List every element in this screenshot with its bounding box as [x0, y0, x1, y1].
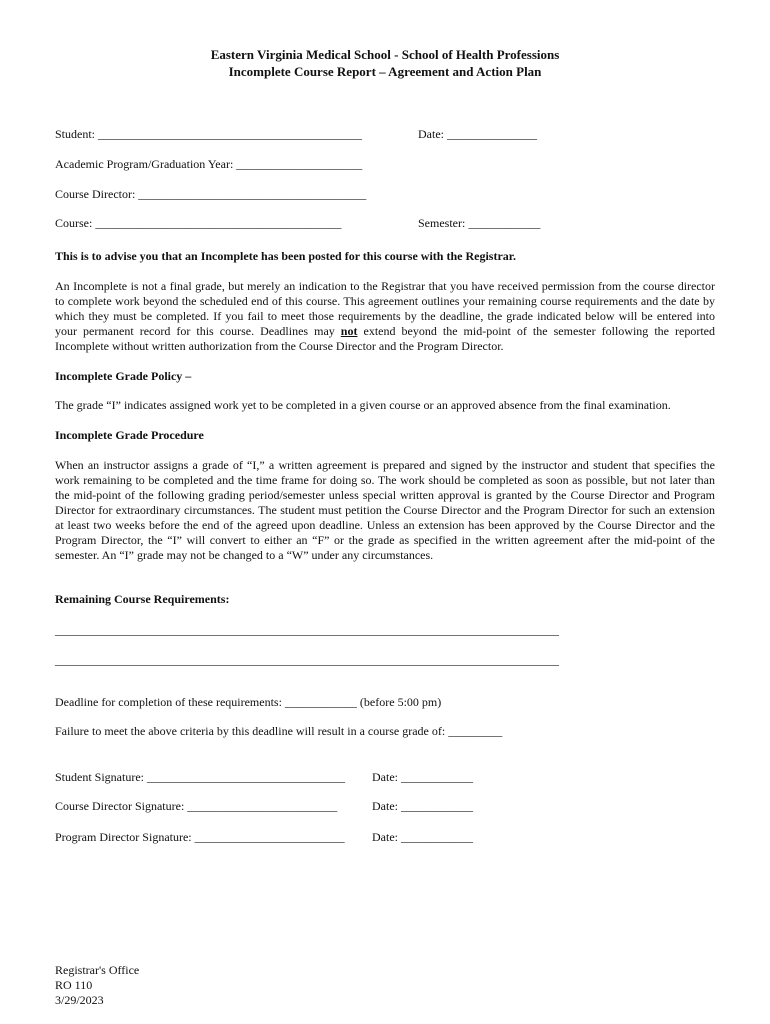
course-director-signature-field[interactable]: Course Director Signature: _________________________: [55, 799, 338, 813]
registrar-notice: This is to advise you that an Incomplete has been posted for this course with the Registrar.: [55, 249, 517, 263]
date-field[interactable]: Date: _______________: [418, 127, 537, 141]
semester-field[interactable]: Semester: ____________: [418, 216, 541, 230]
student-field[interactable]: Student: ____________________________________________: [55, 127, 363, 141]
document-subtitle: Incomplete Course Report – Agreement and Action Plan: [228, 64, 542, 79]
policy-heading: Incomplete Grade Policy –: [55, 369, 192, 383]
course-director-field[interactable]: Course Director: ______________________________________: [55, 187, 367, 201]
program-director-signature-field[interactable]: Program Director Signature: _________________________: [55, 830, 345, 844]
intro-text-1: An Incomplete is not a final grade, but merely an indication to the Registrar that you have received permission from the course director to complete work beyond the scheduled end of this course. This agreement outlines your remaining course requirements and the date by which they must be completed. If you fail to meet those requirements by the deadline, the grade indicated below will be entered into your permanent record for this course. Deadlines may: [55, 279, 715, 338]
program-director-signature-date[interactable]: Date: ____________: [372, 830, 473, 844]
procedure-heading: Incomplete Grade Procedure: [55, 428, 204, 442]
procedure-paragraph: When an instructor assigns a grade of “I,” a written agreement is prepared and signed by the instructor and student that specifies the work remaining to be completed and the time frame for doing so. The work should be completed as soon as possible, but not later than the mid-point of the following grading period/semester unless special written approval is granted by the Course Director and Program Director for extraordinary circumstances. The student must petition the Course Director and the Program Director for such an extension at least two weeks before the end of the agreed upon deadline. Unless an extension has been approved by the Course Director and the Program Director, the “I” will convert to either an “F” or the grade as specified in the written agreement after the mid-point of the semester. An “I” grade may not be changed to a “W” under any circumstances.: [55, 458, 715, 562]
requirements-line-2[interactable]: ____________________________________________________________________________________: [55, 653, 559, 667]
intro-paragraph: [55, 279, 715, 354]
student-signature-date[interactable]: Date: ____________: [372, 770, 473, 784]
academic-program-field[interactable]: Academic Program/Graduation Year: _____________________: [55, 157, 363, 171]
course-field[interactable]: Course: _________________________________________: [55, 216, 342, 230]
course-director-signature-date[interactable]: Date: ____________: [372, 799, 473, 813]
deadline-field[interactable]: Deadline for completion of these requirements: ____________ (before 5:00 pm): [55, 695, 442, 709]
footer: [55, 963, 139, 1008]
requirements-line-1[interactable]: ____________________________________________________________________________________: [55, 623, 559, 637]
failure-grade-field[interactable]: Failure to meet the above criteria by this deadline will result in a course grade of: _________: [55, 724, 503, 738]
student-signature-field[interactable]: Student Signature: _________________________________: [55, 770, 345, 784]
intro-text-2: extend beyond the mid-point of the semester following the reported Incomplete without written authorization from the Course Director and the Program Director.: [55, 324, 715, 353]
footer-code: RO 110: [55, 978, 93, 992]
footer-date: 3/29/2023: [55, 993, 104, 1007]
intro-emphasis: not: [340, 324, 358, 338]
requirements-heading: Remaining Course Requirements:: [55, 592, 230, 606]
document-title: Eastern Virginia Medical School - School of Health Professions: [210, 47, 560, 62]
footer-office: Registrar's Office: [55, 963, 140, 977]
policy-text: The grade “I” indicates assigned work yet to be completed in a given course or an approved absence from the final examination.: [55, 398, 671, 412]
